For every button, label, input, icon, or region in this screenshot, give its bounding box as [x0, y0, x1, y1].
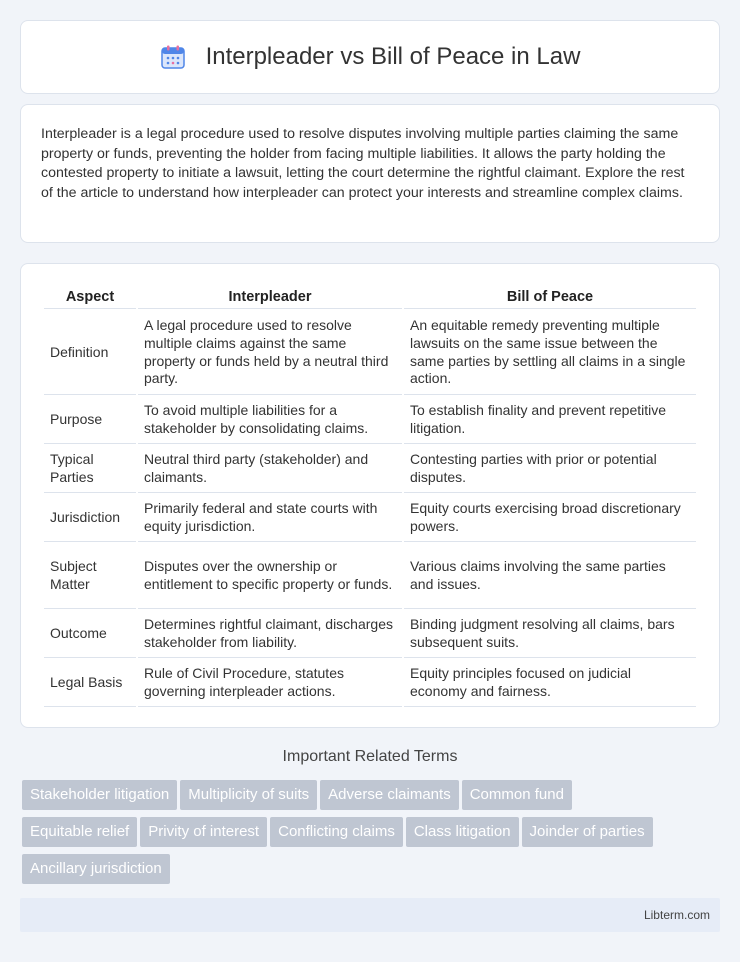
- cell-interpleader: To avoid multiple liabilities for a stakeholder by consolidating claims.: [138, 397, 402, 444]
- header-aspect: Aspect: [44, 286, 136, 309]
- related-term-tag[interactable]: Privity of interest: [140, 817, 267, 847]
- table-row: [44, 397, 696, 444]
- cell-interpleader: A legal procedure used to resolve multiple claims against the same property or funds held by a neutral third party.: [138, 311, 402, 395]
- related-terms-list: [22, 780, 722, 891]
- table-row: [44, 544, 696, 609]
- comparison-table: [42, 284, 698, 709]
- table-row: [44, 495, 696, 542]
- cell-interpleader: Neutral third party (stakeholder) and claimants.: [138, 446, 402, 493]
- cell-interpleader: Determines rightful claimant, discharges stakeholder from liability.: [138, 611, 402, 658]
- title-card: [20, 20, 720, 94]
- cell-bill-of-peace: Equity principles focused on judicial economy and fairness.: [404, 660, 696, 707]
- comparison-card: [20, 263, 720, 728]
- intro-card: [20, 104, 720, 243]
- cell-interpleader: Disputes over the ownership or entitlement to specific property or funds.: [138, 544, 402, 609]
- header-interpleader: Interpleader: [138, 286, 402, 309]
- cell-bill-of-peace: Equity courts exercising broad discretionary powers.: [404, 495, 696, 542]
- cell-bill-of-peace: Contesting parties with prior or potential disputes.: [404, 446, 696, 493]
- related-terms-title: Important Related Terms: [282, 748, 458, 765]
- page-title: Interpleader vs Bill of Peace in Law: [205, 43, 581, 70]
- related-term-tag[interactable]: Joinder of parties: [522, 817, 653, 847]
- cell-bill-of-peace: An equitable remedy preventing multiple lawsuits on the same issue between the same parties by settling all claims in a single action.: [404, 311, 696, 395]
- calendar-icon: [160, 44, 186, 70]
- related-term-tag[interactable]: Multiplicity of suits: [180, 780, 317, 810]
- cell-interpleader: Rule of Civil Procedure, statutes governing interpleader actions.: [138, 660, 402, 707]
- table-row: [44, 311, 696, 395]
- footer: [20, 898, 720, 932]
- intro-text: Interpleader is a legal procedure used to resolve disputes involving multiple parties claiming the same property or funds, preventing the holder from facing multiple liabilities. It allows the party holding the contested property to initiate a lawsuit, letting the court determine the rightful claimant. Explore the rest of the article to understand how interpleader can protect your interests and streamline complex claims.: [41, 126, 685, 201]
- footer-site-link[interactable]: Libterm.com: [643, 908, 710, 922]
- table-row: [44, 611, 696, 658]
- related-term-tag[interactable]: Adverse claimants: [320, 780, 459, 810]
- related-term-tag[interactable]: Class litigation: [406, 817, 519, 847]
- cell-bill-of-peace: To establish finality and prevent repetitive litigation.: [404, 397, 696, 444]
- cell-aspect: Typical Parties: [44, 446, 136, 493]
- cell-bill-of-peace: Various claims involving the same parties and issues.: [404, 544, 696, 609]
- related-term-tag[interactable]: Equitable relief: [22, 817, 137, 847]
- table-row: [44, 446, 696, 493]
- related-term-tag[interactable]: Ancillary jurisdiction: [22, 854, 170, 884]
- cell-aspect: Outcome: [44, 611, 136, 658]
- cell-interpleader: Primarily federal and state courts with equity jurisdiction.: [138, 495, 402, 542]
- related-term-tag[interactable]: Stakeholder litigation: [22, 780, 177, 810]
- table-header-row: [44, 286, 696, 309]
- cell-aspect: Purpose: [44, 397, 136, 444]
- related-term-tag[interactable]: Common fund: [462, 780, 572, 810]
- cell-bill-of-peace: Binding judgment resolving all claims, bars subsequent suits.: [404, 611, 696, 658]
- header-bill-of-peace: Bill of Peace: [404, 286, 696, 309]
- cell-aspect: Legal Basis: [44, 660, 136, 707]
- table-row: [44, 660, 696, 707]
- related-term-tag[interactable]: Conflicting claims: [270, 817, 403, 847]
- cell-aspect: Subject Matter: [44, 544, 136, 609]
- cell-aspect: Jurisdiction: [44, 495, 136, 542]
- cell-aspect: Definition: [44, 311, 136, 395]
